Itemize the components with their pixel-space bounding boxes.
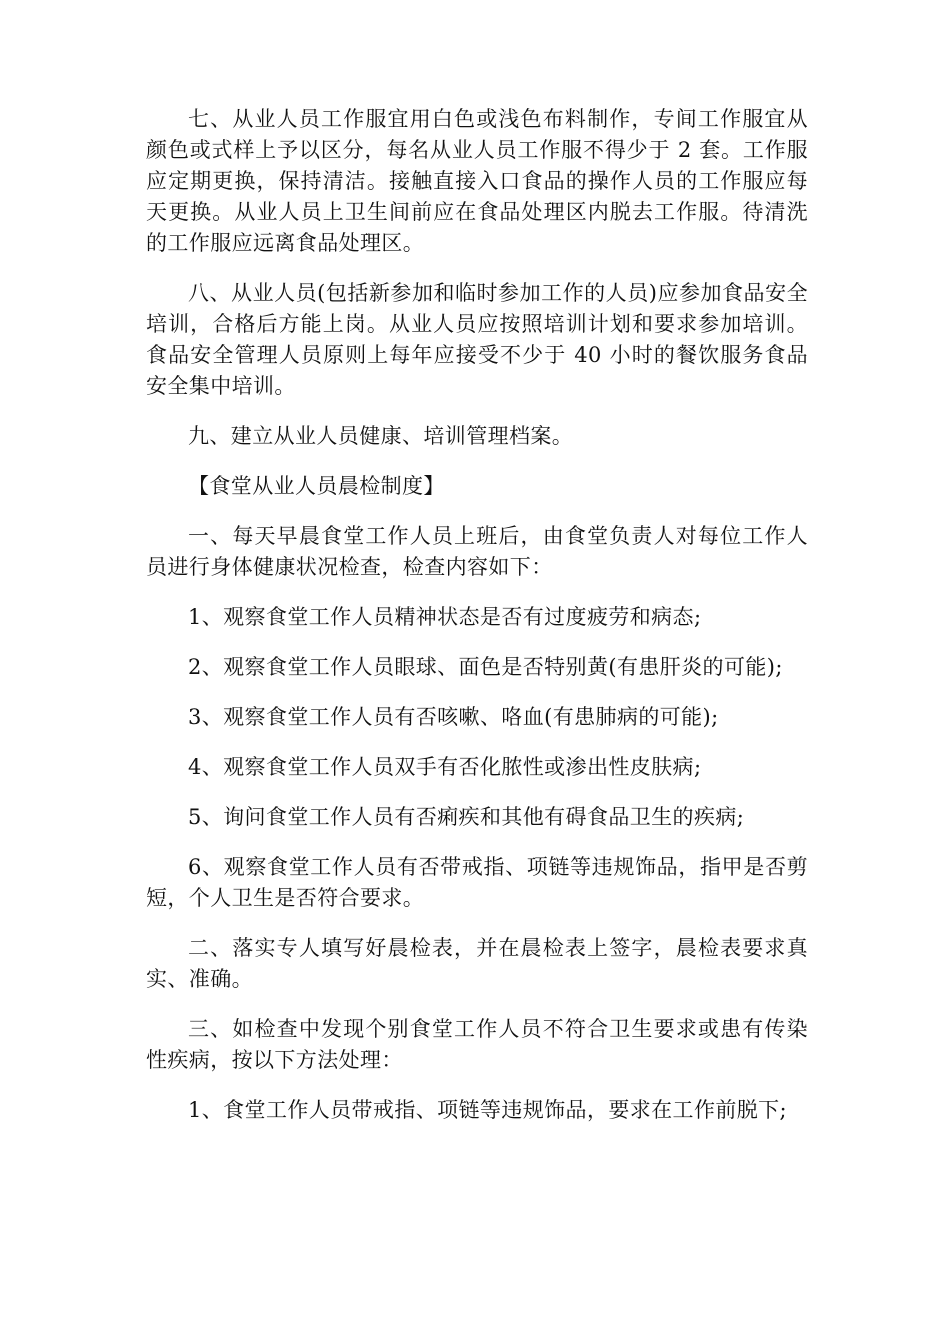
paragraph-7-uniforms: 七、从业人员工作服宜用白色或浅色布料制作，专间工作服宜从颜色或式样上予以区分，每名从业人员工作服不得少于 2 套。工作服应定期更换，保持清洁。接触直接入口食品的操作人员的工作服应每天更换。从业人员上卫生间前应在食品处理区内脱去工作服。待清洗的工作服应远离食品处理区。 bbox=[146, 107, 808, 255]
list-item-6: 6、观察食堂工作人员有否带戒指、项链等违规饰品，指甲是否剪短，个人卫生是否符合要求。 bbox=[146, 855, 808, 910]
list-item-3: 3、观察食堂工作人员有否咳嗽、咯血(有患肺病的可能); bbox=[188, 705, 719, 729]
section-heading-morning-check: 【食堂从业人员晨检制度】 bbox=[188, 474, 445, 498]
list-item-2: 2、观察食堂工作人员眼球、面色是否特别黄(有患肝炎的可能); bbox=[188, 655, 783, 679]
list-item-5: 5、询问食堂工作人员有否痢疾和其他有碍食品卫生的疾病; bbox=[188, 805, 745, 829]
paragraph-1-daily-check: 一、每天早晨食堂工作人员上班后，由食堂负责人对每位工作人员进行身体健康状况检查，检查内容如下： bbox=[146, 524, 808, 579]
paragraph-3-handling: 三、如检查中发现个别食堂工作人员不符合卫生要求或患有传染性疾病，按以下方法处理： bbox=[146, 1017, 808, 1072]
paragraph-8-training: 八、从业人员(包括新参加和临时参加工作的人员)应参加食品安全培训，合格后方能上岗。从业人员应按照培训计划和要求参加培训。食品安全管理人员原则上每年应接受不少于 40 小时的餐饮服务食品安全集中培训。 bbox=[146, 281, 808, 398]
paragraph-2-check-form: 二、落实专人填写好晨检表，并在晨检表上签字，晨检表要求真实、准确。 bbox=[146, 936, 808, 991]
document-page bbox=[146, 104, 808, 1145]
list-item-1: 1、观察食堂工作人员精神状态是否有过度疲劳和病态; bbox=[188, 605, 702, 629]
list-item-4: 4、观察食堂工作人员双手有否化脓性或渗出性皮肤病; bbox=[188, 755, 702, 779]
paragraph-9-records: 九、建立从业人员健康、培训管理档案。 bbox=[188, 424, 574, 448]
handling-item-1: 1、食堂工作人员带戒指、项链等违规饰品，要求在工作前脱下; bbox=[188, 1098, 788, 1122]
